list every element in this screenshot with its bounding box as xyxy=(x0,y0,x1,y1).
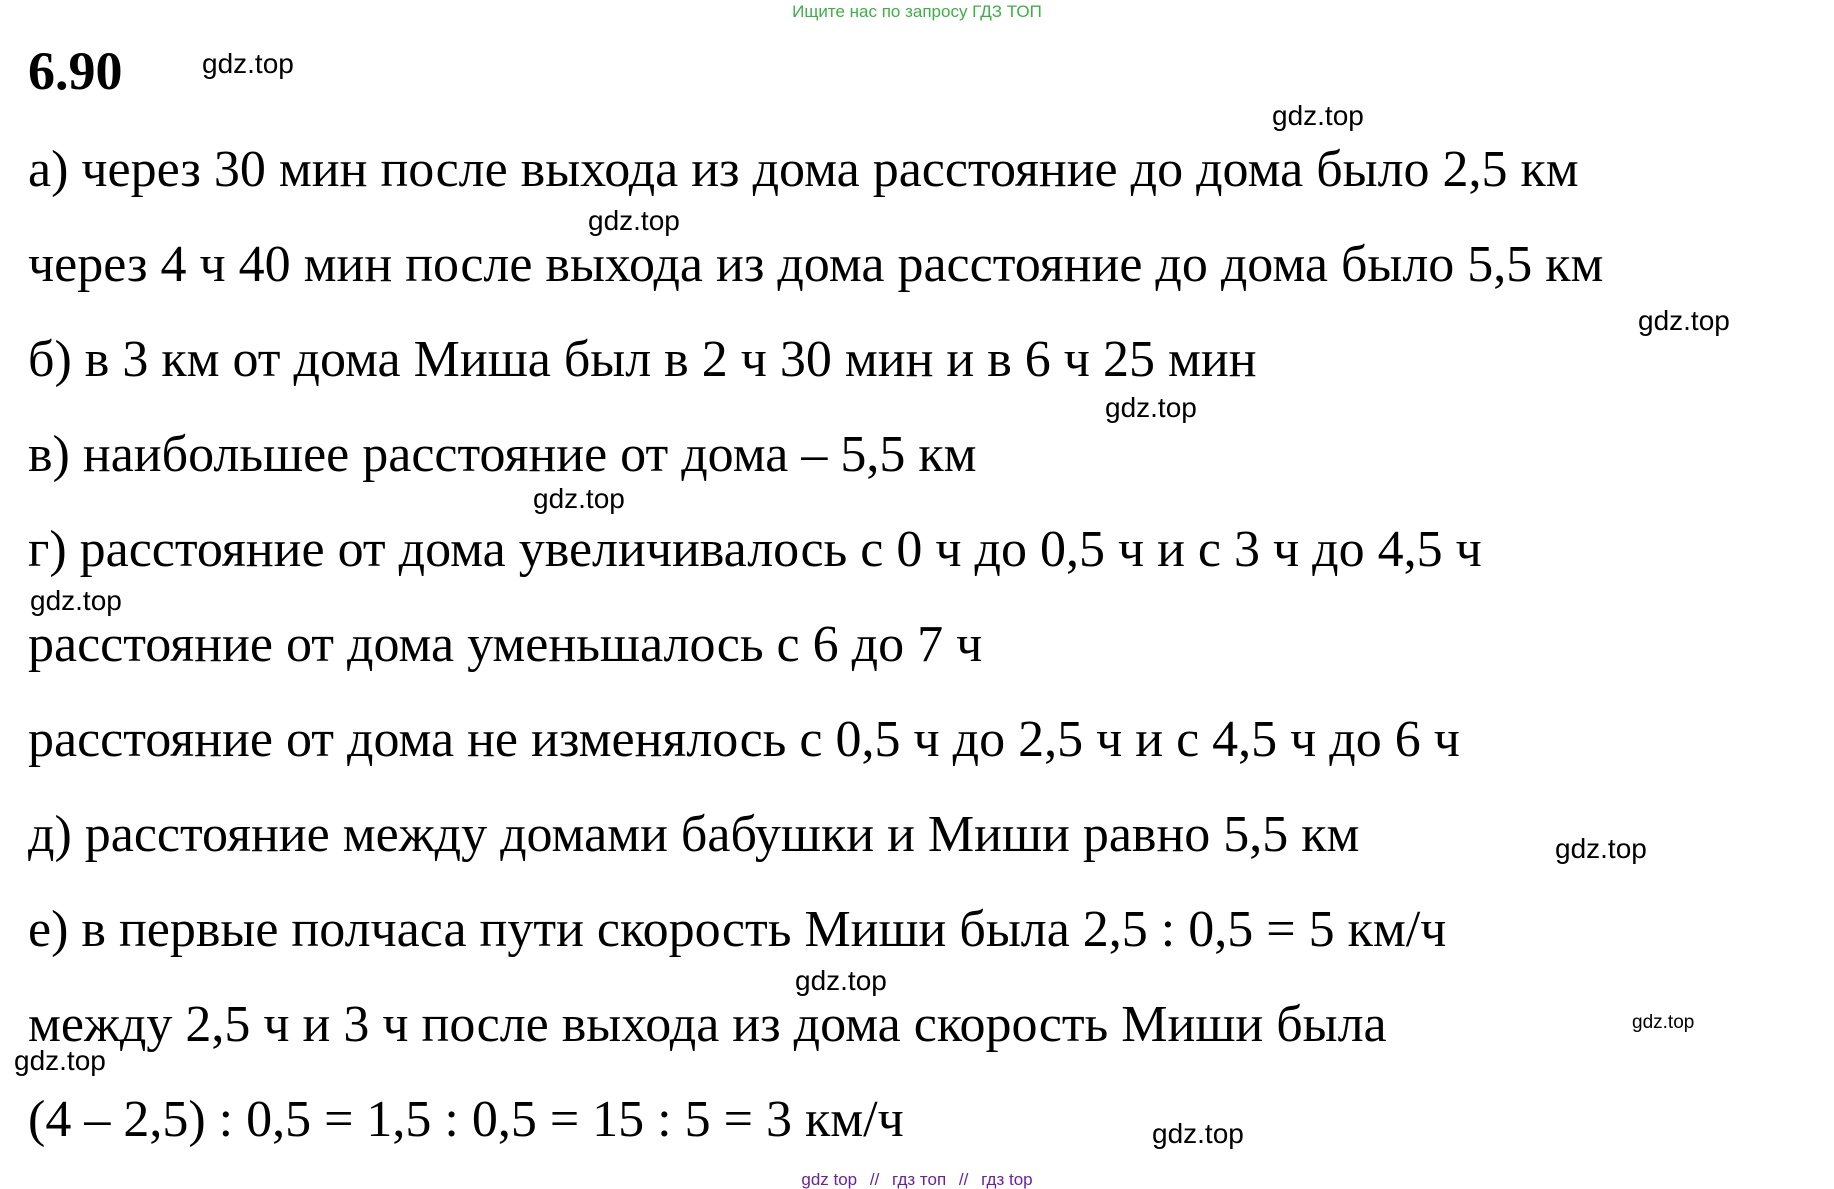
problem-number: 6.90 xyxy=(28,41,123,101)
answer-line-e3: (4 – 2,5) : 0,5 = 1,5 : 0,5 = 15 : 5 = 3 км/ч xyxy=(28,1091,904,1148)
watermark: gdz.top xyxy=(1632,1012,1695,1033)
footer xyxy=(0,1170,1834,1189)
answer-line-v: в) наибольшее расстояние от дома – 5,5 км xyxy=(28,426,977,483)
footer-link-gdz-top-ru[interactable]: гдз топ xyxy=(892,1170,947,1189)
watermark: gdz.top xyxy=(1152,1118,1244,1149)
answer-line-a1: а) через 30 мин после выхода из дома расстояние до дома было 2,5 км xyxy=(28,141,1579,198)
answer-line-e2: между 2,5 ч и 3 ч после выхода из дома скорость Миши была xyxy=(28,996,1387,1053)
answer-line-g2: расстояние от дома уменьшалось с 6 до 7 ч xyxy=(28,616,983,673)
footer-link-gdz-top-mixed[interactable]: гдз top xyxy=(981,1170,1033,1189)
watermark: gdz.top xyxy=(1105,392,1197,423)
watermark: gdz.top xyxy=(588,205,680,236)
watermark: gdz.top xyxy=(202,48,294,79)
answer-line-g3: расстояние от дома не изменялось с 0,5 ч до 2,5 ч и с 4,5 ч до 6 ч xyxy=(28,711,1460,768)
watermark: gdz.top xyxy=(1638,305,1730,336)
answer-line-e1: е) в первые полчаса пути скорость Миши была 2,5 : 0,5 = 5 км/ч xyxy=(28,901,1447,958)
answer-line-a2: через 4 ч 40 мин после выхода из дома расстояние до дома было 5,5 км xyxy=(28,236,1604,293)
answer-line-d: д) расстояние между домами бабушки и Миши равно 5,5 км xyxy=(28,806,1360,863)
watermark: gdz.top xyxy=(795,965,887,996)
footer-separator: // xyxy=(958,1170,969,1189)
watermark: gdz.top xyxy=(14,1045,106,1076)
top-banner: Ищите нас по запросу ГДЗ ТОП xyxy=(792,2,1042,21)
answer-line-g1: г) расстояние от дома увеличивалось с 0 ч до 0,5 ч и с 3 ч до 4,5 ч xyxy=(28,521,1482,578)
watermark: gdz.top xyxy=(533,483,625,514)
footer-link-gdz-top[interactable]: gdz top xyxy=(801,1170,858,1189)
watermark: gdz.top xyxy=(1272,100,1364,131)
answer-line-b: б) в 3 км от дома Миша был в 2 ч 30 мин и в 6 ч 25 мин xyxy=(28,331,1257,388)
watermark: gdz.top xyxy=(30,585,122,616)
watermark: gdz.top xyxy=(1555,833,1647,864)
footer-separator: // xyxy=(869,1170,880,1189)
